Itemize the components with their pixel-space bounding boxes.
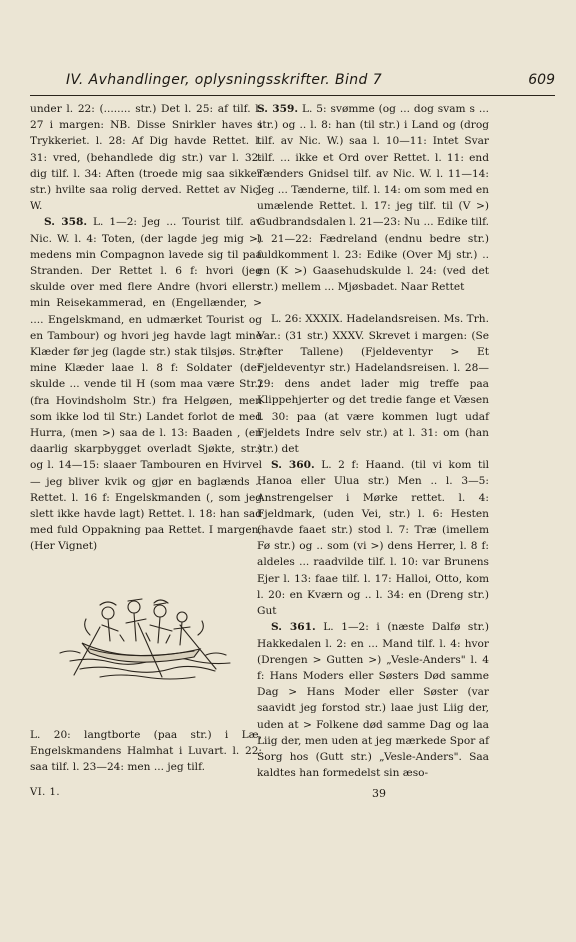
paragraph: L. 26: XXXIX. Hadelandsreisen. Ms. Trh. Var.: (31 str.) XXXV. Skrevet i margen: (Se efter Tallene) (Fjeldeventyr > Et Fjeldeventyr str.) Hadelandsreisen. l. 28—29: dens andet lader mig treffe paa Klippehjerter og det tredie fange et Væsen l. 30: paa (at være kommen lugt udaf Fjeldets Indre selv str.) at l. 31: om (han str.) det xyxy=(257,313,489,456)
left-column xyxy=(30,101,262,776)
section-label: S. 359. xyxy=(257,103,299,115)
section-360 xyxy=(257,457,489,619)
paragraph: L. 20: langtborte (paa str.) i Læ, Engelskmandens Halmhat i Luvart. l. 22: saa tilf. l. 23—24: men ... jeg tilf. xyxy=(30,728,262,774)
section-text: L. 1—2: Jeg ... Tourist tilf. av Nic. W. l. 4: Toten, (der lagde jeg mig >) medens min Compagnon lavede sig til paa Stranden. Der Rettet l. 6 f: hvori (jeg skulde over med flere Andre (hvori ellers min Reisekammerad, en (Engellænder, > .... Engelskmand, en udmærket Tourist og en Tambour) og hvori jeg havde lagt mine Klæder før jeg (lagde str.) stak tilsjøs. Str.) mine Klæder laae l. 8 f: Soldater (der skulde ... vende til H (som maa være Str.) (fra Hovindsholm Str.) fra Helgøen, men som ikke lod til Str.) Landet forlot de med Hurra, (men >) saa de l. 13: Baaden , (en daarlig skarpbygget overladt Sjøkte, str.) og l. 14—15: slaaer Tambouren en Hvirvel — jeg bliver kvik og gjør en baglænds .. Rettet. l. 16 f: Engelskmanden (, som jeg slett ikke havde lagt) Rettet. l. 18: han sad med fuld Oppakning paa Rettet. I margen: (Her Vignet) xyxy=(30,216,263,553)
spacer xyxy=(257,295,489,311)
header-rule xyxy=(30,95,555,96)
section-361 xyxy=(257,619,489,781)
section-text: L. 1—2: i (næste Dalfø str.) Hakkedalen l. 2: en ... Mand tilf. l. 4: hvor (Drengen > Gutten >) „Vesle-Anders" l. 4 f: Hans Moders eller Søsters Død samme Dag > Hans Moder eller Søster (var saavidt jeg forstod str.) laae just Liig der, uden at > Folkene død samme Dag og laa Liig der, men uden at jeg mærkede Spor af Sorg hos (Gutt str.) „Vesle-Anders". Saa kaldtes han formedelst sin æso- xyxy=(257,621,489,780)
section-359 xyxy=(257,101,489,295)
section-text: L. 2 f: Haand. (til vi kom til Hanoa eller Ulua str.) Men .. l. 3—5: Anstrengelser i Mørke rettet. l. 4: Fjeldmark, (uden Vei, str.) l. 6: Hesten (havde faaet str.) stod l. 7: Træ (imellem Fø str.) og .. som (vi >) dens Herrer, l. 8 f: aldeles ... raadvilde tilf. l. 10: var Brunens Ejer l. 13: faae tilf. l. 17: Halloi, Otto, kom l. 20: en Kværn og .. l. 34: en (Dreng str.) Gut xyxy=(257,459,489,618)
section-label: S. 360. xyxy=(271,459,315,472)
section-label: S. 358. xyxy=(44,216,88,229)
section-label: S. 361. xyxy=(271,621,316,634)
page-header xyxy=(30,72,555,96)
page-number: 609 xyxy=(528,72,555,88)
paragraph: under l. 22: (........ str.) Det l. 25: af tilf. l. 27 i margen: NB. Disse Snirkler haves i Trykkeriet. l. 28: Af Dig havde Rettet. l. 31: vred, (behandlede dig str.) var l. 32: dig tilf. l. 34: Aften (troede mig saa sikker str.) hvilte saa rolig derved. Rettet av Nic. W. xyxy=(30,103,262,213)
rowing-boat-vignette xyxy=(30,565,262,710)
section-358 xyxy=(30,214,262,554)
section-text: L. 5: svømme (og ... dog svam s ... str.) og .. l. 8: han (til str.) i Land og (drog tilf. av Nic. W.) saa l. 10—11: Intet Svar tilf. ... ikke et Ord over Rettet. l. 11: end Tænders Gnidsel tilf. av Nic. W. l. 11—14: Jeg ... Tænderne, tilf. l. 14: om som med en umælende Rettet. l. 17: jeg tilf. til (V >) Gudbrandsdalen l. 21—23: Nu ... Edike tilf. l. 21—22: Fædreland (endnu bedre str.) fuldkomment l. 23: Edike (Over Mj str.) .. en (K >) Gaasehudskulde l. 24: (ved det str.) mellem ... Mjøsbadet. Naar Rettet xyxy=(257,103,489,294)
right-column xyxy=(257,101,489,781)
running-head: IV. Avhandlinger, oplysningsskrifter. Bind 7 xyxy=(66,72,382,88)
printer-signature: VI. 1. xyxy=(30,787,61,798)
sheet-number: 39 xyxy=(372,787,386,800)
